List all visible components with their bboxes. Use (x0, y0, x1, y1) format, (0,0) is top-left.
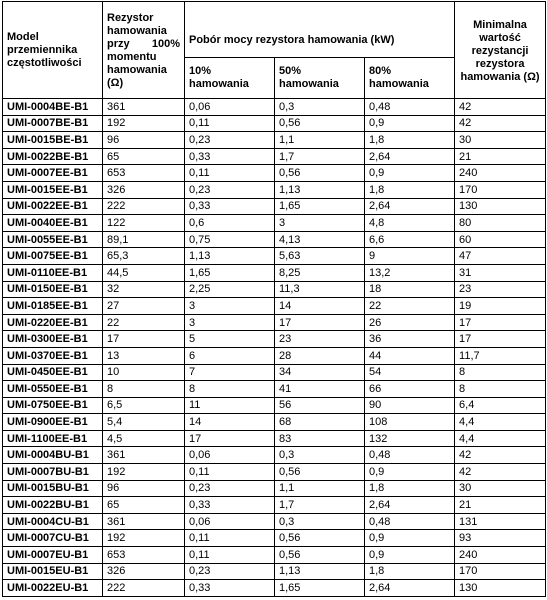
cell-power-80: 0,9 (365, 464, 455, 481)
cell-min-resistance: 19 (455, 298, 546, 315)
table-row (3, 181, 546, 198)
cell-model: UMI-0022BE-B1 (3, 148, 103, 165)
cell-power-10: 0,75 (185, 231, 275, 248)
cell-resistor: 5,4 (103, 414, 185, 431)
cell-power-80: 4,8 (365, 215, 455, 232)
cell-min-resistance: 130 (455, 198, 546, 215)
table-row (3, 314, 546, 331)
table-row (3, 347, 546, 364)
cell-power-50: 11,3 (275, 281, 365, 298)
cell-power-80: 13,2 (365, 264, 455, 281)
header-row (3, 2, 546, 58)
cell-min-resistance: 21 (455, 148, 546, 165)
cell-power-50: 8,25 (275, 264, 365, 281)
cell-power-80: 66 (365, 381, 455, 398)
cell-power-50: 5,63 (275, 248, 365, 265)
header-power: Pobór mocy rezystora hamowania (kW) (185, 2, 455, 58)
cell-power-80: 108 (365, 414, 455, 431)
cell-power-10: 0,06 (185, 447, 275, 464)
cell-model: UMI-0015BU-B1 (3, 480, 103, 497)
cell-power-10: 0,06 (185, 513, 275, 530)
cell-resistor: 6,5 (103, 397, 185, 414)
cell-model: UMI-0220EE-B1 (3, 314, 103, 331)
cell-power-10: 8 (185, 381, 275, 398)
header-min-resistance: Minimalna wartość rezystancji rezystora hamowania (Ω) (455, 2, 546, 99)
cell-power-50: 68 (275, 414, 365, 431)
cell-model: UMI-0022EU-B1 (3, 580, 103, 597)
cell-power-10: 0,11 (185, 115, 275, 132)
cell-min-resistance: 240 (455, 165, 546, 182)
cell-resistor: 44,5 (103, 264, 185, 281)
cell-model: UMI-0004CU-B1 (3, 513, 103, 530)
cell-model: UMI-0004BU-B1 (3, 447, 103, 464)
cell-power-80: 1,8 (365, 563, 455, 580)
cell-power-80: 0,48 (365, 447, 455, 464)
braking-resistor-table (2, 1, 546, 597)
cell-resistor: 96 (103, 480, 185, 497)
table-row (3, 414, 546, 431)
cell-power-10: 14 (185, 414, 275, 431)
cell-power-10: 1,65 (185, 264, 275, 281)
cell-min-resistance: 42 (455, 447, 546, 464)
cell-resistor: 27 (103, 298, 185, 315)
cell-model: UMI-0900EE-B1 (3, 414, 103, 431)
cell-power-80: 2,64 (365, 198, 455, 215)
cell-resistor: 192 (103, 530, 185, 547)
table-row (3, 132, 546, 149)
cell-resistor: 122 (103, 215, 185, 232)
cell-power-80: 132 (365, 430, 455, 447)
cell-power-10: 5 (185, 331, 275, 348)
cell-power-80: 22 (365, 298, 455, 315)
table-row (3, 513, 546, 530)
cell-power-10: 0,33 (185, 148, 275, 165)
table-row (3, 148, 546, 165)
cell-model: UMI-1100EE-B1 (3, 430, 103, 447)
cell-resistor: 10 (103, 364, 185, 381)
cell-power-10: 11 (185, 397, 275, 414)
cell-model: UMI-0150EE-B1 (3, 281, 103, 298)
cell-resistor: 13 (103, 347, 185, 364)
cell-power-50: 1,7 (275, 497, 365, 514)
table-row (3, 165, 546, 182)
cell-power-80: 18 (365, 281, 455, 298)
cell-min-resistance: 30 (455, 480, 546, 497)
cell-min-resistance: 6,4 (455, 397, 546, 414)
cell-resistor: 65 (103, 148, 185, 165)
cell-power-80: 0,9 (365, 165, 455, 182)
cell-model: UMI-0007CU-B1 (3, 530, 103, 547)
table-row (3, 530, 546, 547)
table-row (3, 563, 546, 580)
cell-power-10: 6 (185, 347, 275, 364)
cell-min-resistance: 131 (455, 513, 546, 530)
cell-power-50: 1,65 (275, 198, 365, 215)
cell-power-80: 44 (365, 347, 455, 364)
cell-min-resistance: 11,7 (455, 347, 546, 364)
cell-power-10: 0,6 (185, 215, 275, 232)
table-body (3, 99, 546, 597)
cell-power-80: 0,9 (365, 530, 455, 547)
cell-min-resistance: 130 (455, 580, 546, 597)
cell-resistor: 17 (103, 331, 185, 348)
cell-power-50: 0,56 (275, 464, 365, 481)
cell-resistor: 653 (103, 165, 185, 182)
cell-resistor: 361 (103, 447, 185, 464)
cell-model: UMI-0040EE-B1 (3, 215, 103, 232)
cell-resistor: 361 (103, 99, 185, 116)
cell-power-80: 9 (365, 248, 455, 265)
cell-power-80: 0,9 (365, 115, 455, 132)
cell-min-resistance: 80 (455, 215, 546, 232)
cell-min-resistance: 21 (455, 497, 546, 514)
table-row (3, 547, 546, 564)
cell-model: UMI-0370EE-B1 (3, 347, 103, 364)
cell-min-resistance: 8 (455, 381, 546, 398)
cell-min-resistance: 42 (455, 464, 546, 481)
cell-resistor: 65,3 (103, 248, 185, 265)
cell-power-10: 3 (185, 298, 275, 315)
cell-power-80: 1,8 (365, 480, 455, 497)
cell-model: UMI-0110EE-B1 (3, 264, 103, 281)
table-row (3, 198, 546, 215)
cell-power-50: 83 (275, 430, 365, 447)
cell-min-resistance: 23 (455, 281, 546, 298)
cell-power-80: 0,9 (365, 547, 455, 564)
cell-resistor: 653 (103, 547, 185, 564)
cell-min-resistance: 4,4 (455, 430, 546, 447)
cell-model: UMI-0004BE-B1 (3, 99, 103, 116)
cell-min-resistance: 47 (455, 248, 546, 265)
cell-min-resistance: 42 (455, 99, 546, 116)
cell-power-10: 17 (185, 430, 275, 447)
cell-power-80: 6,6 (365, 231, 455, 248)
header-10-percent: 10% hamowania (185, 58, 275, 99)
cell-power-10: 0,11 (185, 547, 275, 564)
cell-model: UMI-0007BU-B1 (3, 464, 103, 481)
cell-power-50: 3 (275, 215, 365, 232)
cell-power-50: 0,56 (275, 530, 365, 547)
cell-min-resistance: 60 (455, 231, 546, 248)
cell-power-10: 0,11 (185, 165, 275, 182)
cell-power-80: 0,48 (365, 513, 455, 530)
table-row (3, 331, 546, 348)
cell-power-50: 0,3 (275, 99, 365, 116)
cell-model: UMI-0550EE-B1 (3, 381, 103, 398)
cell-power-50: 1,13 (275, 563, 365, 580)
cell-power-10: 0,23 (185, 181, 275, 198)
cell-power-50: 28 (275, 347, 365, 364)
cell-power-80: 54 (365, 364, 455, 381)
cell-power-50: 17 (275, 314, 365, 331)
cell-power-80: 2,64 (365, 497, 455, 514)
cell-model: UMI-0007BE-B1 (3, 115, 103, 132)
cell-min-resistance: 93 (455, 530, 546, 547)
cell-min-resistance: 31 (455, 264, 546, 281)
cell-power-80: 2,64 (365, 148, 455, 165)
table-row (3, 248, 546, 265)
cell-power-80: 26 (365, 314, 455, 331)
table-row (3, 264, 546, 281)
cell-power-50: 56 (275, 397, 365, 414)
table-row (3, 397, 546, 414)
cell-power-50: 1,1 (275, 480, 365, 497)
cell-power-10: 0,23 (185, 132, 275, 149)
cell-power-10: 0,06 (185, 99, 275, 116)
table-row (3, 281, 546, 298)
cell-resistor: 326 (103, 181, 185, 198)
cell-power-50: 1,65 (275, 580, 365, 597)
cell-power-10: 0,23 (185, 563, 275, 580)
cell-power-50: 0,56 (275, 115, 365, 132)
table-row (3, 430, 546, 447)
cell-resistor: 32 (103, 281, 185, 298)
cell-model: UMI-0055EE-B1 (3, 231, 103, 248)
table-row (3, 497, 546, 514)
cell-power-50: 14 (275, 298, 365, 315)
table-row (3, 580, 546, 597)
cell-min-resistance: 8 (455, 364, 546, 381)
cell-power-10: 3 (185, 314, 275, 331)
cell-model: UMI-0007EU-B1 (3, 547, 103, 564)
cell-power-80: 0,48 (365, 99, 455, 116)
cell-resistor: 222 (103, 198, 185, 215)
cell-resistor: 192 (103, 464, 185, 481)
cell-model: UMI-0015BE-B1 (3, 132, 103, 149)
header-80-percent: 80% hamowania (365, 58, 455, 99)
table-row (3, 447, 546, 464)
cell-min-resistance: 17 (455, 314, 546, 331)
cell-model: UMI-0450EE-B1 (3, 364, 103, 381)
cell-resistor: 4,5 (103, 430, 185, 447)
cell-power-10: 7 (185, 364, 275, 381)
cell-power-50: 1,1 (275, 132, 365, 149)
cell-power-10: 0,11 (185, 530, 275, 547)
cell-power-10: 1,13 (185, 248, 275, 265)
cell-model: UMI-0015EU-B1 (3, 563, 103, 580)
cell-min-resistance: 170 (455, 563, 546, 580)
cell-power-50: 0,3 (275, 513, 365, 530)
cell-power-50: 0,56 (275, 547, 365, 564)
cell-power-80: 90 (365, 397, 455, 414)
cell-resistor: 222 (103, 580, 185, 597)
header-50-percent: 50% hamowania (275, 58, 365, 99)
cell-power-50: 1,7 (275, 148, 365, 165)
table-row (3, 298, 546, 315)
cell-resistor: 326 (103, 563, 185, 580)
cell-power-10: 2,25 (185, 281, 275, 298)
cell-power-10: 0,33 (185, 580, 275, 597)
cell-min-resistance: 30 (455, 132, 546, 149)
cell-resistor: 96 (103, 132, 185, 149)
cell-power-80: 2,64 (365, 580, 455, 597)
cell-power-50: 4,13 (275, 231, 365, 248)
cell-model: UMI-0015EE-B1 (3, 181, 103, 198)
cell-model: UMI-0022BU-B1 (3, 497, 103, 514)
cell-power-80: 36 (365, 331, 455, 348)
cell-min-resistance: 42 (455, 115, 546, 132)
cell-power-10: 0,23 (185, 480, 275, 497)
table-row (3, 231, 546, 248)
cell-power-50: 23 (275, 331, 365, 348)
cell-min-resistance: 17 (455, 331, 546, 348)
table-row (3, 381, 546, 398)
cell-resistor: 22 (103, 314, 185, 331)
header-model: Model przemiennika częstotliwości (3, 2, 103, 99)
cell-min-resistance: 4,4 (455, 414, 546, 431)
table-row (3, 464, 546, 481)
table-row (3, 115, 546, 132)
cell-power-10: 0,33 (185, 198, 275, 215)
cell-model: UMI-0750EE-B1 (3, 397, 103, 414)
cell-resistor: 192 (103, 115, 185, 132)
cell-power-80: 1,8 (365, 132, 455, 149)
cell-power-50: 34 (275, 364, 365, 381)
cell-min-resistance: 170 (455, 181, 546, 198)
table-row (3, 480, 546, 497)
cell-power-80: 1,8 (365, 181, 455, 198)
table-row (3, 215, 546, 232)
cell-model: UMI-0022EE-B1 (3, 198, 103, 215)
cell-resistor: 89,1 (103, 231, 185, 248)
cell-model: UMI-0007EE-B1 (3, 165, 103, 182)
cell-model: UMI-0300EE-B1 (3, 331, 103, 348)
cell-power-50: 1,13 (275, 181, 365, 198)
cell-resistor: 65 (103, 497, 185, 514)
cell-min-resistance: 240 (455, 547, 546, 564)
cell-power-50: 0,3 (275, 447, 365, 464)
cell-power-50: 41 (275, 381, 365, 398)
cell-model: UMI-0075EE-B1 (3, 248, 103, 265)
table-row (3, 364, 546, 381)
table-row (3, 99, 546, 116)
cell-model: UMI-0185EE-B1 (3, 298, 103, 315)
header-resistor: Rezystor hamowania przy 100% momentu hamowania (Ω) (103, 2, 185, 99)
cell-power-10: 0,33 (185, 497, 275, 514)
cell-resistor: 8 (103, 381, 185, 398)
cell-power-10: 0,11 (185, 464, 275, 481)
cell-resistor: 361 (103, 513, 185, 530)
cell-power-50: 0,56 (275, 165, 365, 182)
